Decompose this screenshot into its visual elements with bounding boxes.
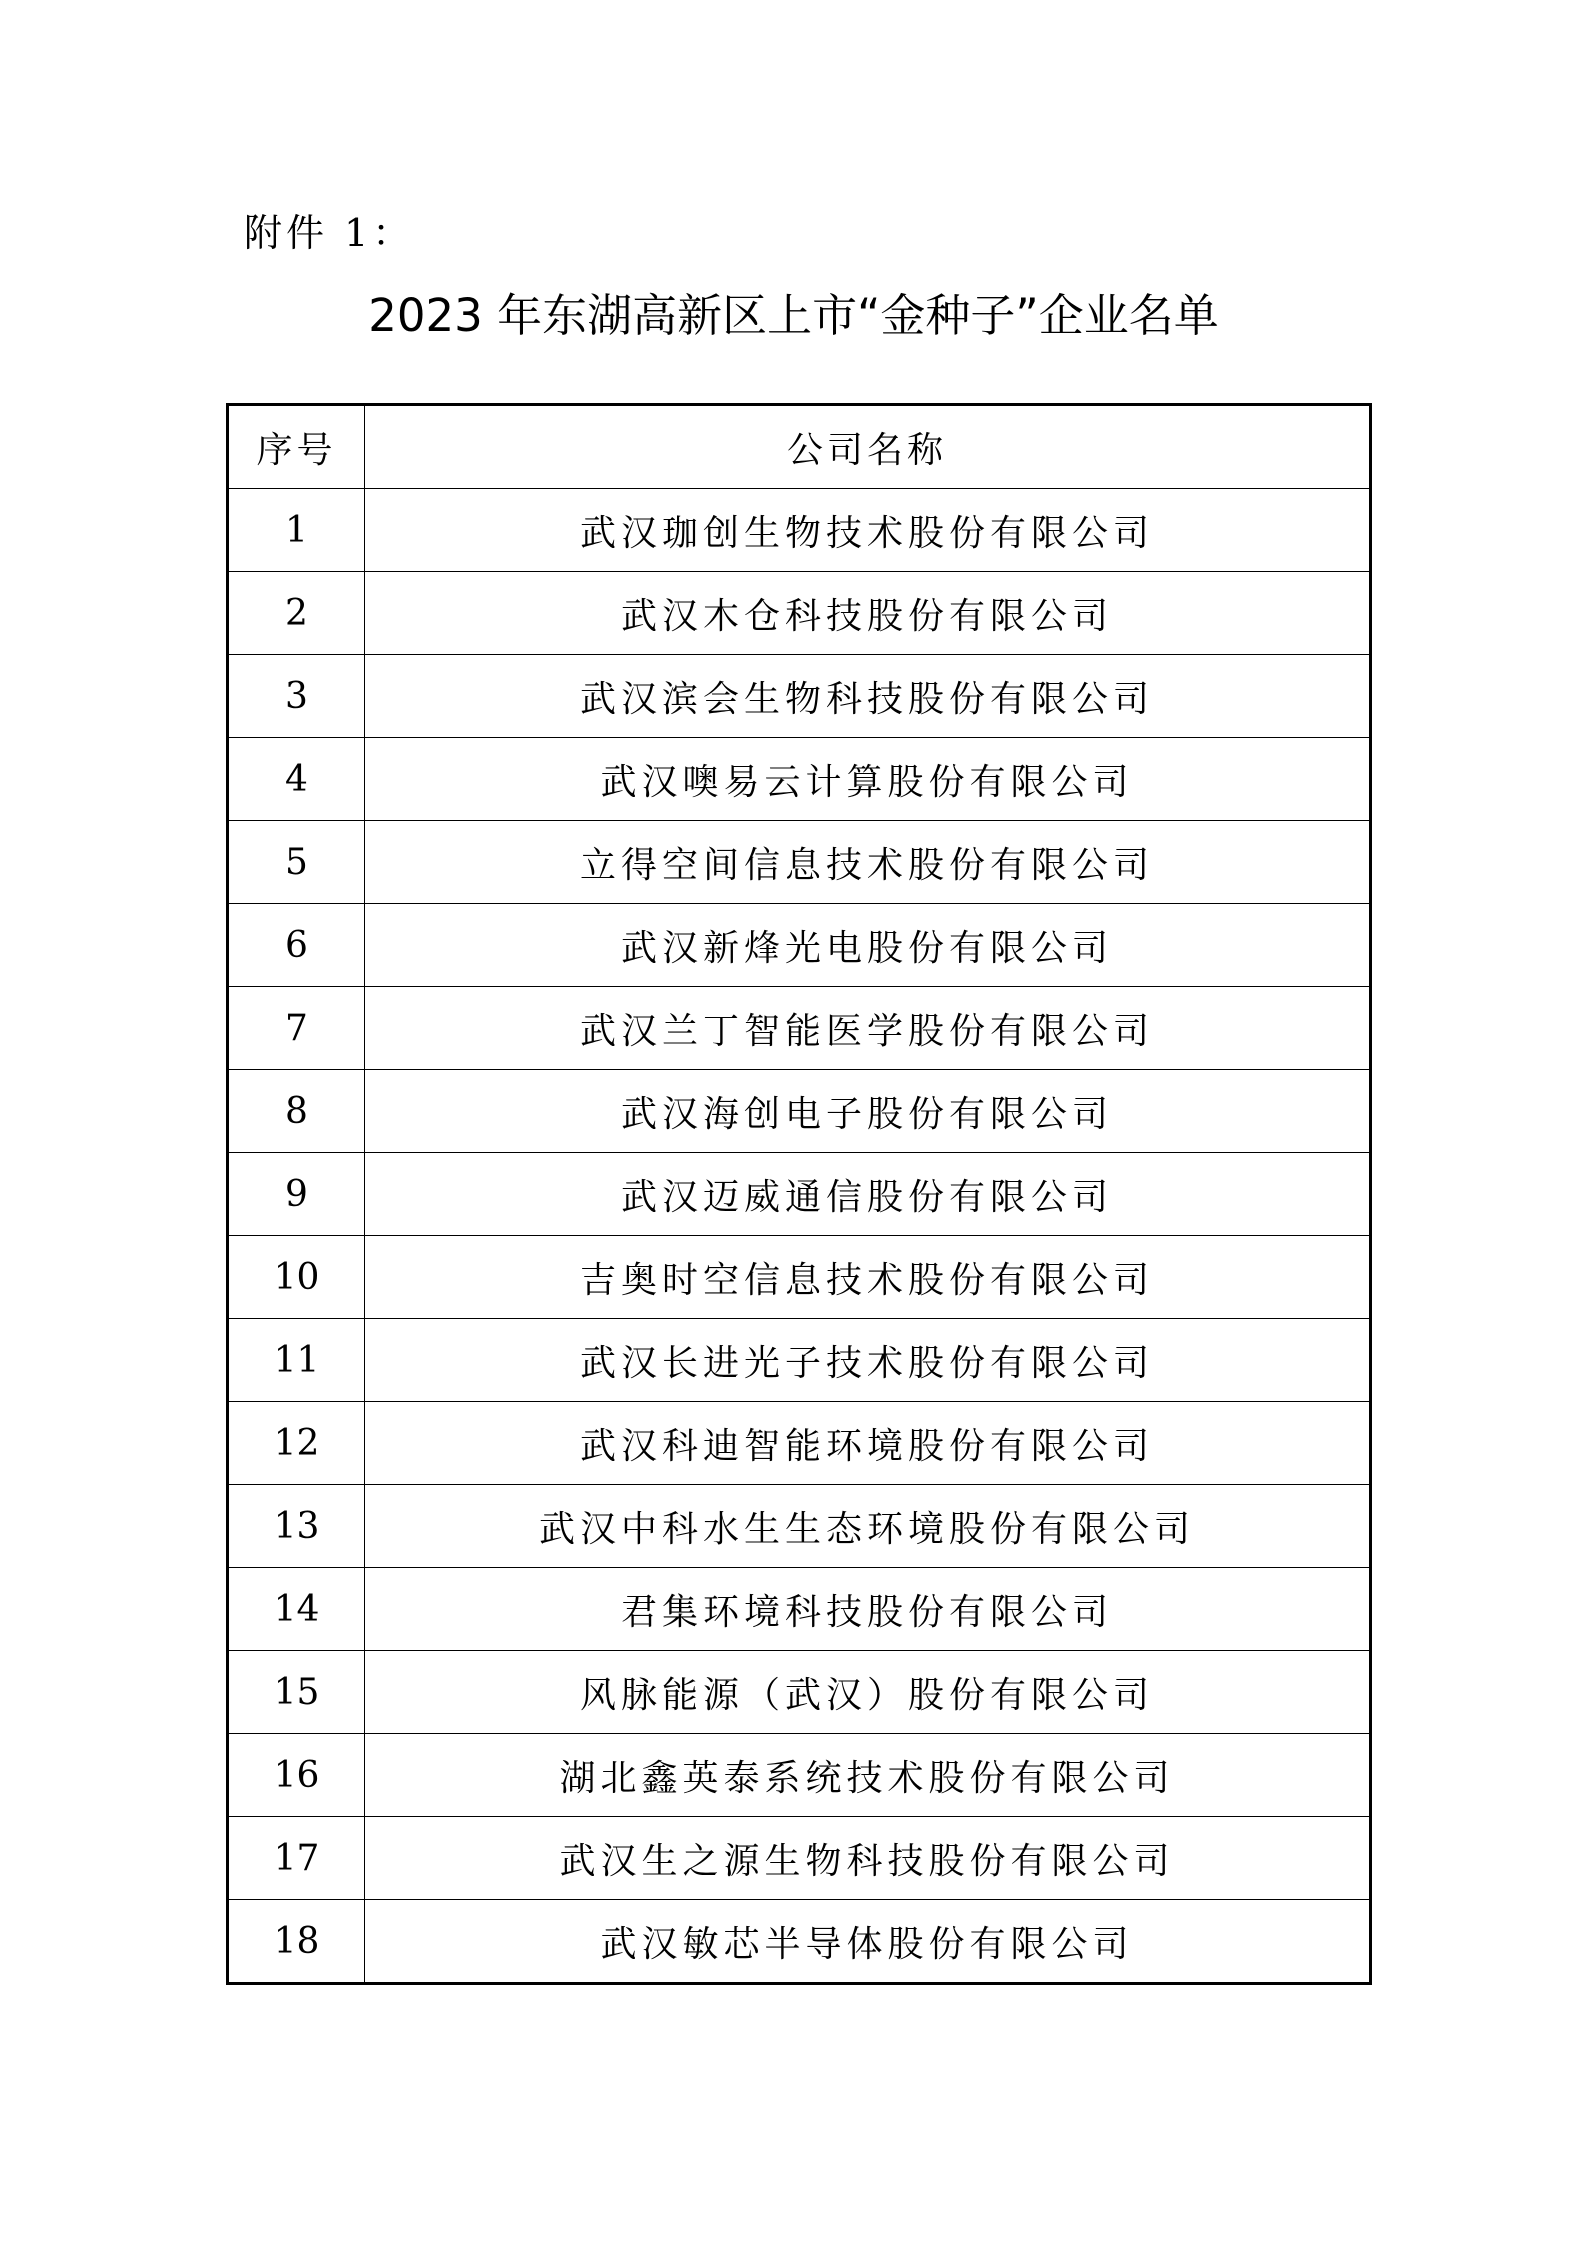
company-name-cell: 武汉滨会生物科技股份有限公司	[365, 655, 1371, 738]
table-row	[228, 1070, 1371, 1153]
row-number-cell: 12	[228, 1402, 365, 1485]
company-name-cell: 武汉噢易云计算股份有限公司	[365, 738, 1371, 821]
row-number-cell: 8	[228, 1070, 365, 1153]
row-number-cell: 6	[228, 904, 365, 987]
row-number-cell: 5	[228, 821, 365, 904]
company-name-cell: 君集环境科技股份有限公司	[365, 1568, 1371, 1651]
company-name-cell: 风脉能源（武汉）股份有限公司	[365, 1651, 1371, 1734]
company-name-cell: 武汉兰丁智能医学股份有限公司	[365, 987, 1371, 1070]
row-number-cell: 1	[228, 489, 365, 572]
row-number-cell: 2	[228, 572, 365, 655]
company-name-cell: 武汉海创电子股份有限公司	[365, 1070, 1371, 1153]
table-row	[228, 1568, 1371, 1651]
table-row	[228, 489, 1371, 572]
column-header-no: 序号	[228, 405, 365, 489]
table-row	[228, 655, 1371, 738]
company-name-cell: 武汉珈创生物技术股份有限公司	[365, 489, 1371, 572]
company-name-cell: 立得空间信息技术股份有限公司	[365, 821, 1371, 904]
table-row	[228, 1319, 1371, 1402]
company-name-cell: 武汉迈威通信股份有限公司	[365, 1153, 1371, 1236]
company-name-cell: 吉奥时空信息技术股份有限公司	[365, 1236, 1371, 1319]
company-name-cell: 武汉生之源生物科技股份有限公司	[365, 1817, 1371, 1900]
row-number-cell: 15	[228, 1651, 365, 1734]
row-number-cell: 4	[228, 738, 365, 821]
company-name-cell: 武汉长进光子技术股份有限公司	[365, 1319, 1371, 1402]
attachment-label: 附件 1：	[244, 211, 415, 255]
table-row	[228, 572, 1371, 655]
company-name-cell: 武汉中科水生生态环境股份有限公司	[365, 1485, 1371, 1568]
company-name-cell: 湖北鑫英泰系统技术股份有限公司	[365, 1734, 1371, 1817]
company-name-cell: 武汉木仓科技股份有限公司	[365, 572, 1371, 655]
page-title: 2023 年东湖高新区上市“金种子”企业名单	[368, 289, 1219, 342]
row-number-cell: 13	[228, 1485, 365, 1568]
row-number-cell: 18	[228, 1900, 365, 1984]
table-row	[228, 1734, 1371, 1817]
company-table	[226, 403, 1372, 1985]
table-row	[228, 821, 1371, 904]
table-row	[228, 1817, 1371, 1900]
row-number-cell: 7	[228, 987, 365, 1070]
row-number-cell: 14	[228, 1568, 365, 1651]
company-name-cell: 武汉科迪智能环境股份有限公司	[365, 1402, 1371, 1485]
table-row	[228, 1402, 1371, 1485]
table-row	[228, 1485, 1371, 1568]
column-header-company: 公司名称	[365, 405, 1371, 489]
row-number-cell: 16	[228, 1734, 365, 1817]
row-number-cell: 9	[228, 1153, 365, 1236]
company-name-cell: 武汉敏芯半导体股份有限公司	[365, 1900, 1371, 1984]
company-name-cell: 武汉新烽光电股份有限公司	[365, 904, 1371, 987]
table-row	[228, 1153, 1371, 1236]
row-number-cell: 17	[228, 1817, 365, 1900]
table-row	[228, 1900, 1371, 1984]
table-row	[228, 1651, 1371, 1734]
table-header-row	[228, 405, 1371, 489]
row-number-cell: 10	[228, 1236, 365, 1319]
row-number-cell: 3	[228, 655, 365, 738]
row-number-cell: 11	[228, 1319, 365, 1402]
table-row	[228, 1236, 1371, 1319]
table-row	[228, 904, 1371, 987]
table-row	[228, 987, 1371, 1070]
table-row	[228, 738, 1371, 821]
